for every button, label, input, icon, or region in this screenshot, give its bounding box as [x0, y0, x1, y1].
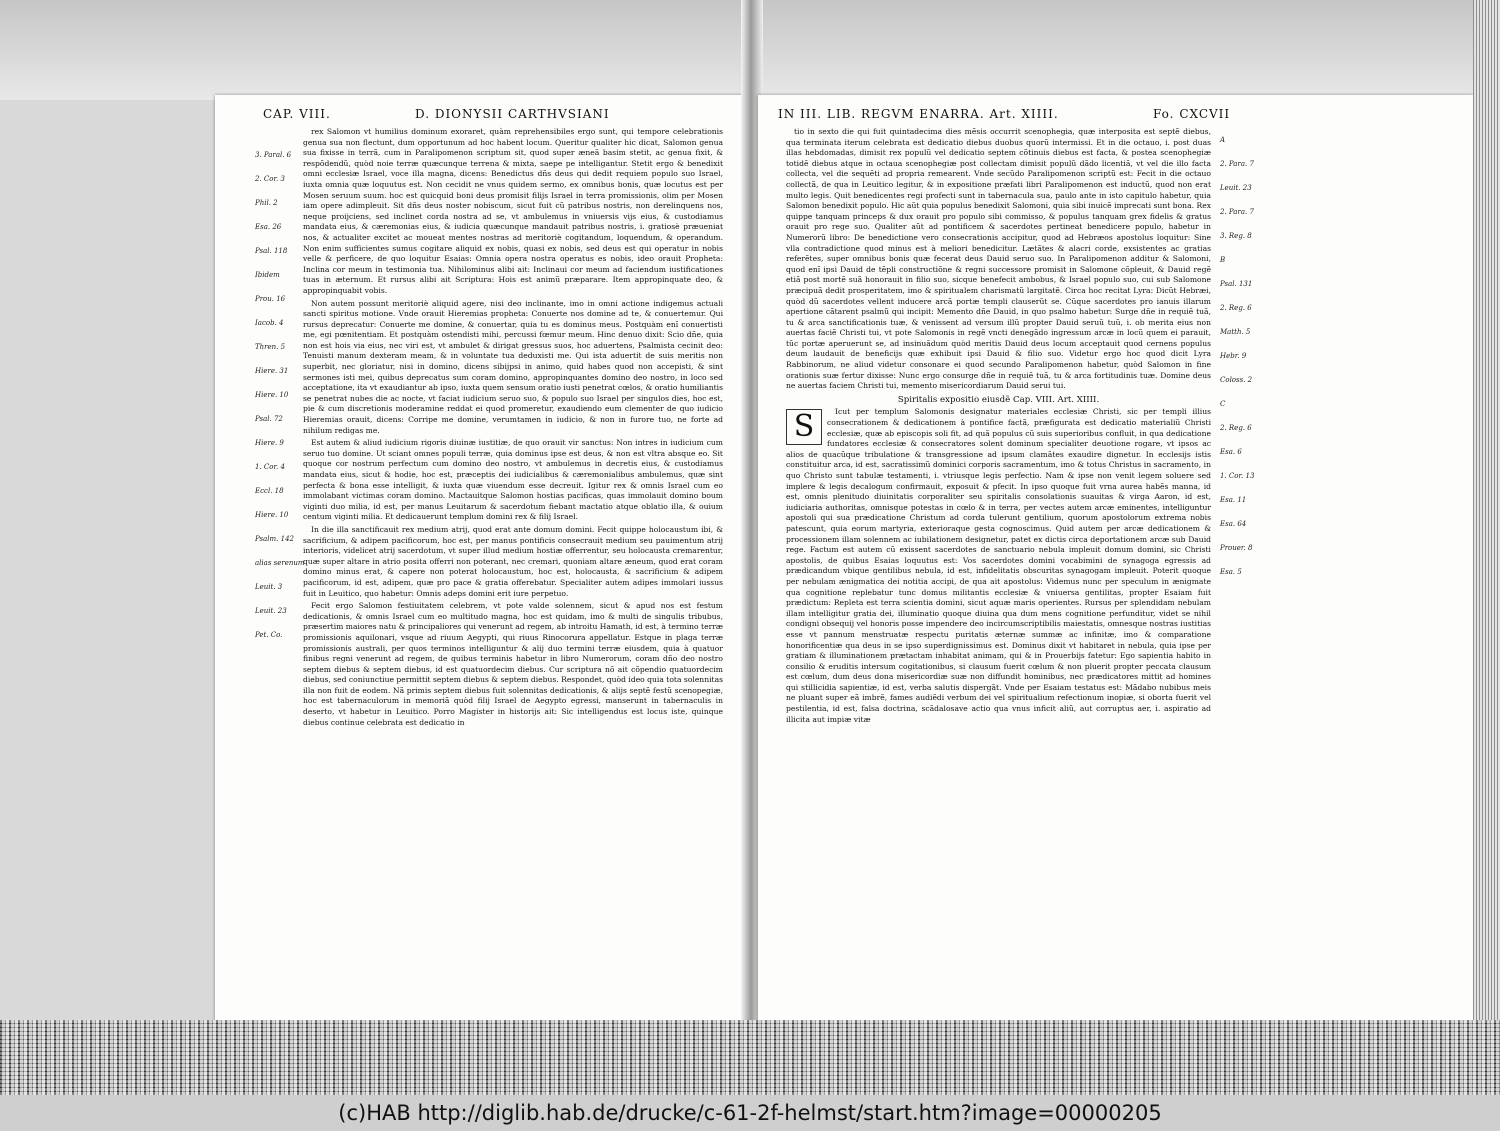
paragraph: Icut per templum Salomonis designatur materiales ecclesiæ Christi, sic per templi illius consecrationem & dedicationem à pontifice factã, præfigurata est dedicatio materialiũ Christi ecclesiæ, quæ ab episcopis soli fit, ad quã populus cũ suis superioribus confluit, in qua dedicatione fundatores ecclesiæ & consecratores solent dominum specialiter deuotione rogare, vt ipsos ac alios de quacũque tribulatione & transgressione ad ipsum clamãtes exaudire dignetur. In ecclesijs istis constituitur arca, id est, sacratissimũ dominici corporis sacramentum, imo & totus Christus in sacramento, in quo Christo sunt tabulæ testamenti, i. vtriusque legis perfectio. Nam & ipse non venit legem soluere sed implere & legis decalogum confirmauit, exposuit & pfecit. In ipso quoque fuit vrna aurea habẽs manna, id est, omnis plenitudo diuinitatis corporaliter seu spiritalis consolationis suauitas & virga Aaron, id est, iudiciaria authoritas, omnisque potestas in cœlo & in terra, per vectes autem arcæ eminentes, intelliguntur apostoli qui sua prædicatione Christum ad corda tulerunt gentilium, quorum apostolorum extrema nobis patescunt, quia eorum martyria, exterioraque gesta cognoscimus. Quid autem per arcæ dedicationem & processionem illam solennem ac iubilationem designetur, patet ex dictis circa deportationem arcæ sub Dauid rege. Factum est autem cũ exissent sacerdotes de sanctuario nebula impleuit domum domini, sic Christi apostolis, de quibus Esaias loquutus est: Vos sacerdotes domini vocabimini de synagoga egressis ad prædicandum vbique gentilibus nebula, id est, infidelitatis obscuritas synagogam impleuit. Poterit quoque per nebulam ænigmatica dei notitia accipi, de qua ait apostolus: Videmus nunc per speculum in ænigmate qua cognitione replebatur tunc domus militantis ecclesiæ & vniuersa gentilitas, propter Esaiam fuit prædictum: Repleta est terra scientia domini, sicut aquæ maris operientes. Rursus per splendidam nebulam illam intelligitur gratia dei, illuminatio quoque diuina qua dum mens cognitione perfunditur, videt se nihil condigni obsequij vel honoris posse impendere deo incircumscriptibilis maiestatis, omnesque nostras iustitias esse vt pannum menstruatæ respectu puritatis æternæ summæ ac infinitæ, imo & comparatione honorificentiæ qua deus in se ipso superdignissimus est. Dominus dixit vt habitaret in nebula, quia ipse per gratiam & illuminationem prætactam inhabitat animam, qui & in Prouerbijs fatetur: Ego sapientia habito in consilio & eruditis intersum cogitationibus, si clausum fuerit cœlum & non pluerit propter peccata clausum est cœlum, dum deus dona misericordiæ suæ non diffundit hominibus, nec prædicatores mittit ad homines qui stillicidia sapientiæ, id est, verba salutis dispergãt. Vnde per Esaiam testatus est: Mãdabo nubibus meis ne pluant super eã imbrẽ, fames audiẽdi verbum dei vel spiritualium refectionum inopiæ, si oborta fuerit vel pestilentia, id est, falsa doctrina, scãdalosave actio qua vnus inficit aliũ, aut corruptus aer, i. aspiratio ad illicita aut impiæ vitæ — [786, 407, 1211, 724]
margin-note: 2. Para. 7 — [1220, 160, 1254, 168]
decorated-initial: S — [786, 409, 822, 445]
spiritual-exposition — [786, 407, 1211, 725]
margin-note: Hiere. 10 — [255, 511, 289, 519]
margin-note: Esa. 11 — [1220, 496, 1247, 504]
left-margin-notes — [255, 150, 305, 654]
paragraph: Non autem possunt meritoriè aliquid agere, nisi deo inclinante, imo in omni actione indigemus actuali sancti spiritus motione. Vnde orauit Hieremias propheta: Conuerte nos domine ad te, & conuertemur. Qui rursus deprecatur: Conuerte me domine, & conuertar, quia tu es dominus meus. Postquàm enĩ conuertisti me, egi pœnitentiam. Et postquàm ostendisti mihi, percussi fœmur meum. Hinc denuo dixit: Scio dñe, quia non est hois via eius, nec viri est, vt ambulet & dirigat gressus suos, hoc aduertens, Psalmista cecinit deo: Tenuisti manum dexteram meam, & in voluntate tua deduxisti me. Qui ista aduertit de suis meritis non superbit, nec gloriatur, nisi in domino, dicens sibijpsi in animo, quid habes quod non accepisti, & sint sermones isti mei, quibus deprecatus sum coram domino, appropinquantes domino deo nostro, in loco sed acceptatione, ita vt exaudiantur ab ipso, iuxta quem sensum oratio iusti penetrat cœlos, & oratio humiliantis se penetrat nubes die ac nocte, vt faciat iudicium seruo suo, & populo suo Israel per singulos dies, hoc est, pie & cum discretionis moderamine reddat ei quod promeretur, exaudiendo eum clementer de quo iudicio Hieremias orauit, dicens: Corripe me domine, verumtamen in iudicio, & non in furore tuo, ne forte ad nihilum redigas me. — [303, 298, 723, 435]
margin-note: 1. Cor. 13 — [1220, 472, 1255, 480]
margin-note: 3. Reg. 8 — [1220, 232, 1252, 240]
left-body-text — [303, 127, 723, 1017]
margin-note: Hiere. 9 — [255, 439, 284, 447]
margin-note: Hiere. 10 — [255, 391, 289, 399]
margin-note: alias serenum — [255, 559, 305, 567]
scan-background-bottom — [0, 1020, 1500, 1095]
margin-note: Leuit. 3 — [255, 583, 283, 591]
left-page — [215, 95, 745, 1025]
margin-note: Coloss. 2 — [1220, 376, 1253, 384]
margin-note: Phil. 2 — [255, 199, 278, 207]
margin-note: Prouer. 8 — [1220, 544, 1253, 552]
margin-note: Prou. 16 — [255, 295, 286, 303]
paragraph: rex Salomon vt humilius dominum exoraret, quàm reprehensibiles ergo sunt, qui tempore celebrationis genua sua non flectunt, dum opportunum ad hoc habent locum. Queritur qualiter hic dicat, Salomon genua sua fixisse in terrã, cum in Paralipomenon scriptum sit, quod super æneã basim stetit, ac genua fixit, & respõdendũ, quòd noie terræ quæcunque terrena & mixta, saepe pe intelligantur. Stetit ergo & benedixit omni ecclesiæ Israel, voce illa magna, dicens: Benedictus dñs deus qui dedit requiem populo suo Israel, iuxta omnia quæ loquutus est. Non cecidit ne vnus quidem sermo, ex omnibus bonis, quæ locutus est per Mosen seruum suum. hoc est quicquid boni deus promisit filijs Israel in terra promissionis, olim per Mosen iam opere adimpleuit. Sit dñs deus noster nobiscum, sicut fuit cũ patribus nostris, non derelinquens nos, neque proijciens, sed inclinet corda nostra ad se, vt ambulemus in vniuersis vijs eius, & custodiamus mandata eius, & cæremonias eius, & iudicia quæcunque mandauit patribus nostris, i. gratiosè præueniat nos, & actualiter excitet ac moueat mentes nostras ad meritoriè cogitandum, loquendum, & operandum. Non enim sufficientes sumus cogitare aliquid ex nobis, quasi ex nobis, sed deus est qui operatur in nobis velle & perficere, de quo loquitur Esaias: Omnia opera nostra operatus es nobis, ideo orauit Propheta: Inclina cor meum in testimonia tua. Nihilominus alibi ait: Inclinaui cor meum ad faciendum iustificationes tuas in æternum. Et rursus alibi ait Scriptura: Hois est animũ præparare. Item appropinquate deo, & appropinquabit vobis. — [303, 127, 723, 295]
margin-note: A — [1220, 136, 1226, 144]
margin-note: Ibidem — [255, 271, 280, 279]
margin-note: Esa. 5 — [1220, 568, 1242, 576]
margin-note: Psal. 131 — [1220, 280, 1253, 288]
exposition-text — [786, 407, 1211, 725]
attribution-bar — [0, 1095, 1500, 1131]
attribution-text: (c)HAB http://diglib.hab.de/drucke/c-61-2f-helmst/start.htm?image=00000205 — [338, 1101, 1162, 1125]
margin-note: C — [1220, 400, 1226, 408]
margin-note: Iacob. 4 — [255, 319, 284, 327]
margin-note: B — [1220, 256, 1226, 264]
margin-note: Esa. 6 — [1220, 448, 1242, 456]
running-head-author: D. DIONYSII CARTHVSIANI — [415, 107, 610, 121]
section-heading: Spiritalis expositio eiusdẽ Cap. VIII. Art. XIIII. — [897, 394, 1100, 405]
margin-note: Thren. 5 — [255, 343, 286, 351]
margin-note: Hebr. 9 — [1220, 352, 1247, 360]
paragraph: Est autem & aliud iudicium rigoris diuinæ iustitiæ, de quo orauit vir sanctus: Non intres in iudicium cum seruo tuo domine. Ut sciant omnes populi terræ, quia dominus ipse est deus, & non est vltra absque eo. Sit quoque cor nostrum perfectum cum domino deo nostro, vt ambulemus in decretis eius, & custodiamus mandata eius, sicut & hodie, hoc est, præceptis dei iudicialibus & cæremonialibus ambulemus, quæ sint perfecta & bona esse intelligit, & iuxta quæ viuendum esse decreuit. Igitur rex & omnis Israel cum eo immolabant victimas coram domino. Mactauitque Salomon hostias pacificas, quas immolauit domino boum viginti duo milia, id est, per manus Leuitarum & sacerdotum fiebant mactatio atque oblatio illa, & ouium centum viginti milia. Et dedicauerunt templum domini rex & filij Israel. — [303, 438, 723, 522]
margin-note: Leuit. 23 — [255, 607, 287, 615]
scan-edge-right — [1473, 0, 1500, 1020]
margin-note: 2. Reg. 6 — [1220, 424, 1252, 432]
margin-note: 2. Para. 7 — [1220, 208, 1254, 216]
margin-note: 2. Cor. 3 — [255, 175, 285, 183]
margin-note: Psal. 118 — [255, 247, 288, 255]
margin-note: 1. Cor. 4 — [255, 463, 285, 471]
paragraph: In die illa sanctificauit rex medium atrij, quod erat ante domum domini. Fecit quippe holocaustum ibi, & sacrificium, & adipem pacificorum, hoc est, per manus pontificis consecrauit medium seu pauimentum atrij interioris, videlicet atrij sacerdotum, vt super illud medium hostiæ offerrentur, seu holocausta cremarentur, quæ super altare in atrio posita offerri non poterant, nec cremari, quoniam altare æneum, quod erat coram domino minus erat, & capere non poterat holocaustum, hoc est, holocausta, & sacrificium & adipem pacificorum, id est, adipem, quæ pro pace & gratia offerebatur. Specialiter autem adipes immolari iussus fuit in Leuitico, quo habetur: Omnis adeps domini erit iure perpetuo. — [303, 524, 723, 598]
margin-note: 2. Reg. 6 — [1220, 304, 1252, 312]
running-head-chapter: CAP. VIII. — [263, 107, 331, 121]
margin-note: Psalm. 142 — [255, 535, 294, 543]
right-body-text — [786, 127, 1211, 1017]
margin-note: Eccl. 18 — [255, 487, 284, 495]
margin-note: Esa. 26 — [255, 223, 282, 231]
margin-note: Esa. 64 — [1220, 520, 1247, 528]
margin-note: 3. Paral. 6 — [255, 151, 292, 159]
running-head-book: IN III. LIB. REGVM ENARRA. Art. XIIII. — [778, 107, 1059, 121]
margin-note: Matth. 5 — [1220, 328, 1251, 336]
right-page — [758, 95, 1473, 1025]
margin-note: Hiere. 31 — [255, 367, 289, 375]
margin-note: Psal. 72 — [255, 415, 283, 423]
right-margin-notes — [1220, 135, 1268, 591]
folio-number: Fo. CXCVII — [1153, 107, 1231, 121]
paragraph: Fecit ergo Salomon festiuitatem celebrem, vt pote valde solennem, sicut & apud nos est festum dedicationis, & omnis Israel cum eo multitudo magna, hoc est quidam, imo & multi de singulis tribubus, præsertim maiores natu & principaliores qui venerunt ad regem, ab introitu Hamath, id est, à termino terræ promissionis aquilonari, vsque ad riuum Aegypti, qui riuus Rinocorura appellatur. Estque in plaga terræ promissionis australi, per quos terminos intelliguntur & alij duo termini terræ eiusdem, quia à quatuor finibus regni venerunt ad regem, de quibus terminis habetur in libro Numerorum, coram dño deo nostro septem diebus & septem diebus, id est quatuordecim diebus. Cur scriptura nõ ait cõpendio quatuordecim diebus, sed coniunctiue permittit septem diebus & septem diebus. Respondet, quòd ideo quia tota solennitas illa non fuit de eodem. Nã primis septem diebus fuit solennitas dedicationis, & alijs septẽ festũ scenopegiæ, hoc est tabernaculorum in memoriã quòd filij Israel de Aegypto egressi, manserunt in tabernaculis in deserto, vt habetur in Leuitico. Porro Magister in historijs ait: Sic intelligendus est locus iste, quinque diebus continue celebrata est dedicatio in — [303, 601, 723, 727]
margin-note: Leuit. 23 — [1220, 184, 1252, 192]
margin-note: Pet. Co. — [255, 631, 283, 639]
right-commentary — [786, 127, 1211, 392]
paragraph: tio in sexto die qui fuit quintadecima dies mẽsis occurrit scenophegia, quæ interposita est septẽ diebus, qua terminata iterum celebrata est dedicatio diebus duobus quorũ intermissi. Et in die octauo, i. post duas illas hebdomadas, dimisit rex populũ vel dedicatio septem cõtinuis diebus est facta, & postea scenophegiæ totidẽ diebus atque in octaua scenophegiæ post collectam dimisit populũ dãdo licentiã, vt vel die illo facta collecta, vel die sequẽti ad propria remearent. Vnde secũdo Paralipomenon scriptũ est: Fecit in die octauo collectã, de qua in Leuitico legitur, & in expositione præfati libri Paralipomenon est inductũ, quod non erat multo legis. Quit benedicentes regi profecti sunt in tabernacula sua, paulo ante in isto capitulo habetur, quia Salomon benedixit populo. Hic aũt quia populus benedixit Salomoni, quia sibi inuicẽ imprecati sunt bona. Rex quippe tanquam princeps & dux orauit pro populo sibi commisso, & populus tanquam grex fidelis & gratus orauit pro rege suo. Qualiter aũt ad pontificem & sacerdotes pertineat benedicere populo, habetur in Numerorũ libro: De benedictione vero consecrationis accipitur, quod ad Hebræos apostolus loquitur: Sine vlla contradictione quod minus est à meliori benedicitur. Lætãtes & alacri corde, exsistentes ac gratias referẽtes, super omnibus bonis quæ fecerat deus Dauid seruo suo. In Paralipomenon additur & Salomoni, quod enĩ ipsi Dauid de tẽpli constructiõne & regni successore promisit in Salomone cõpleuit, & Dauid regẽ etiã post mortẽ suã honorauit in filio suo, sicque benefecit ambobus, & Israel populo suo, cui sub Salomone præcipuã dedit prosperitatem, imo & spiritualem charismatũ largitatẽ. Circa hoc recitat Lyra: Dicũt Hebræi, quòd dũ sacerdotes vellent inducere arcã portæ templi clauserũt se. Cũque sacerdotes pro ianuis illarum apertione cãtarent psalmũ qui incipit: Memento dñe Dauid, in quo psalmo habetur: Surge dñe in requiẽ tuã, tu & arca sanctificationis tuæ, & venissent ad versum illũ propter Dauid seruũ tuũ, i. ob merita eius non auertas faciẽ Christi tui, vt pote Salomonis in regẽ vncti denegãdo ingressum arcæ in locũ quem ei parauit, tũc portæ aperuerunt se, ad insinuãdum quòd meritis Dauid deus locum acceptauit quod cernens populus deum laudauit de beneficijs quæ exhibuit ipsi Dauid & filio suo. Videtur ergo hoc quod dicit Lyra Rabbinorum, ne aliud videtur consonare ei quod secundo Paralipomenon habetur, quòd Salomon in fine orationis suæ fertur dixisse: Nunc ergo consurge dñe in requiẽ tuã, tu & arca fortitudinis tuæ. Domine deus ne auertas faciem Christi tui, memento misericordiarum Dauid serui tui. — [786, 127, 1211, 391]
